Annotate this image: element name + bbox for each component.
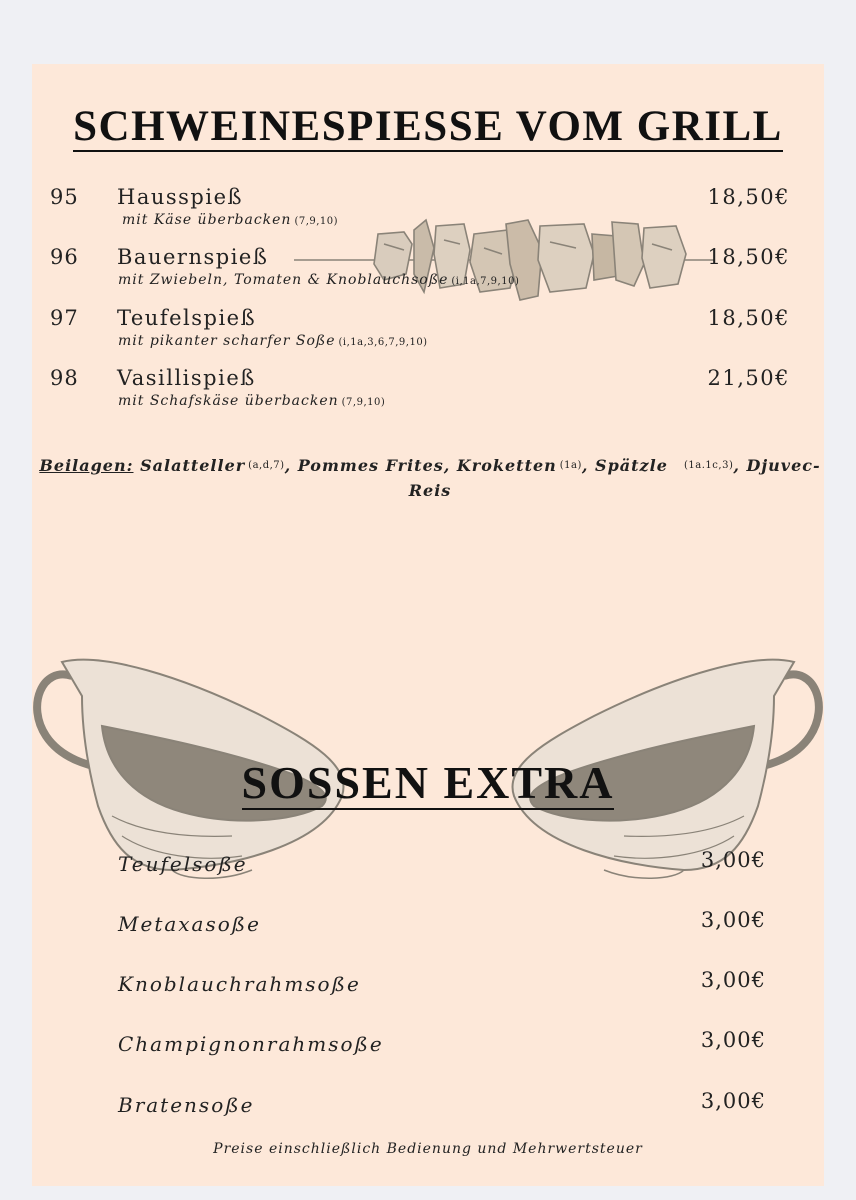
item-price: 18,50€ xyxy=(707,245,790,269)
side-salad: Salatteller xyxy=(140,456,246,475)
item-allergens: (i,1a,7,9,10) xyxy=(451,276,520,287)
item-name: Hausspieß xyxy=(117,185,244,209)
sauce-item xyxy=(32,1089,824,1125)
menu-item xyxy=(32,185,824,241)
sauce-price: 3,00€ xyxy=(700,1028,766,1052)
item-name: Teufelspieß xyxy=(117,306,257,330)
item-number: 97 xyxy=(50,306,79,330)
item-number: 96 xyxy=(50,245,79,269)
item-description: mit Käse überbacken (7,9,10) xyxy=(122,212,339,228)
footer-note: Preise einschließlich Bedienung und Mehrwertsteuer xyxy=(213,1141,643,1157)
sauce-item xyxy=(32,968,824,1004)
side-djuvec-cont: Reis xyxy=(408,481,452,500)
item-number: 98 xyxy=(50,366,79,390)
item-allergens: (7,9,10) xyxy=(294,216,339,227)
item-description: mit pikanter scharfer Soße (i,1a,3,6,7,9,10) xyxy=(118,333,428,349)
item-number: 95 xyxy=(50,185,79,209)
side-fries: , Pommes Frites, Kroketten xyxy=(284,456,557,475)
item-description: mit Zwiebeln, Tomaten & Knoblauchsoße (i,1a,7,9,10) xyxy=(118,272,520,288)
side-spaetzle-allergens: (1a.1c,3) xyxy=(684,460,734,471)
item-price: 18,50€ xyxy=(707,185,790,209)
side-salad-allergens: (a,d,7) xyxy=(248,460,285,471)
section-title-sauces: SOSSEN EXTRA xyxy=(241,757,615,808)
sauce-price: 3,00€ xyxy=(700,968,766,992)
sauce-price: 3,00€ xyxy=(700,848,766,872)
sauce-price: 3,00€ xyxy=(700,1089,766,1113)
item-name: Bauernspieß xyxy=(117,245,269,269)
side-dishes xyxy=(36,453,824,503)
sauce-name: Bratensoße xyxy=(118,1093,255,1117)
sauce-name: Metaxasoße xyxy=(118,912,261,936)
item-description: mit Schafskäse überbacken (7,9,10) xyxy=(118,393,386,409)
item-price: 21,50€ xyxy=(707,366,790,390)
side-spaetzle: , Spätzle xyxy=(581,456,668,475)
menu-page xyxy=(32,64,824,1186)
sauce-price: 3,00€ xyxy=(700,908,766,932)
menu-item xyxy=(32,245,824,301)
item-name: Vasillispieß xyxy=(117,366,256,390)
sauce-name: Knoblauchrahmsoße xyxy=(118,972,361,996)
sauce-name: Champignonrahmsoße xyxy=(118,1032,384,1056)
sauce-item xyxy=(32,908,824,944)
menu-item xyxy=(32,366,824,422)
side-dishes-label: Beilagen: xyxy=(39,456,134,475)
sauce-name: Teufelsoße xyxy=(118,852,248,876)
item-price: 18,50€ xyxy=(707,306,790,330)
side-croquette-allergens: (1a) xyxy=(559,460,582,471)
section-title-skewers: SCHWEINESPIESSE VOM GRILL xyxy=(73,103,783,150)
item-allergens: (7,9,10) xyxy=(341,397,386,408)
side-djuvec: , Djuvec- xyxy=(733,456,821,475)
sauce-item xyxy=(32,1028,824,1064)
item-allergens: (i,1a,3,6,7,9,10) xyxy=(338,337,428,348)
sauce-item xyxy=(32,848,824,884)
menu-item xyxy=(32,306,824,362)
